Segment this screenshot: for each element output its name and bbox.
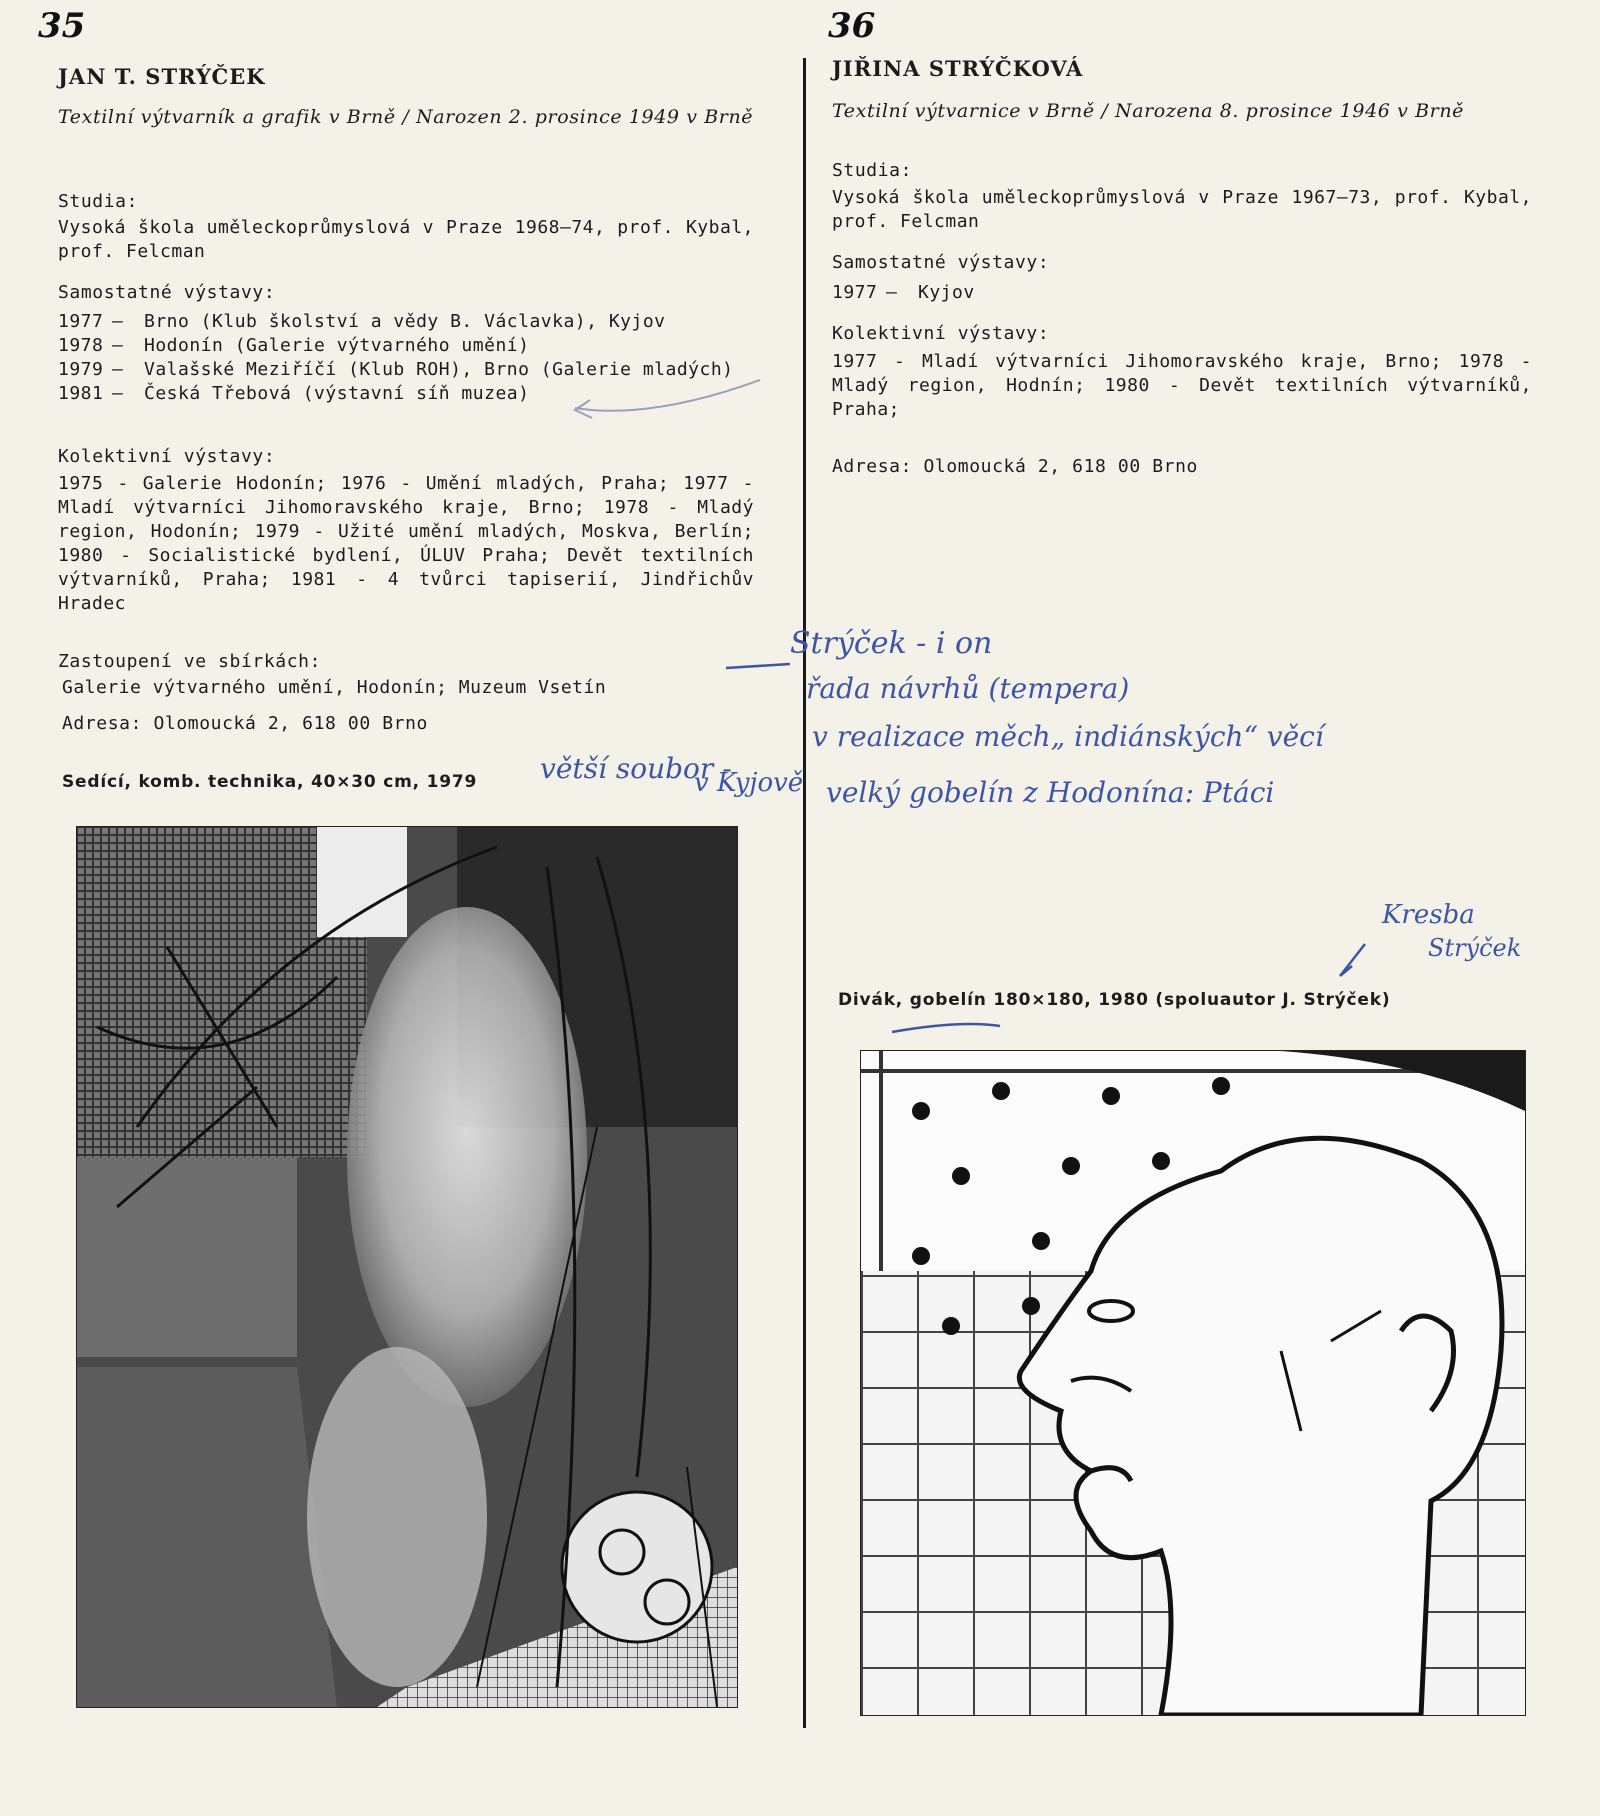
artwork-image-left <box>76 826 738 1708</box>
list-item: 1977 — Kyjov <box>832 282 975 303</box>
handwritten-note-1: Strýček - i on <box>790 626 993 661</box>
solo-list-left <box>58 310 754 406</box>
studies-label-right: Studia: <box>832 160 913 181</box>
collections-label-left: Zastoupení ve sbírkách: <box>58 651 322 672</box>
list-item: 1981 — Česká Třebová (výstavní síň muzea) <box>58 383 530 404</box>
column-divider <box>803 58 806 1728</box>
artist-subtitle-right: Textilní výtvarnice v Brně / Narozena 8. prosince 1946 v Brně <box>832 100 1465 122</box>
list-item: 1978 — Hodonín (Galerie výtvarného umění) <box>58 335 530 356</box>
studies-text-left: Vysoká škola uměleckoprůmyslová v Praze 1968—74, prof. Kybal, prof. Felcman <box>58 217 754 262</box>
solo-label-right: Samostatné výstavy: <box>832 252 1050 273</box>
studies-label-left: Studia: <box>58 191 139 212</box>
handwritten-note-4: velký gobelín z Hodonína: Ptáci <box>826 776 1275 809</box>
artwork-caption-left: Sedící, komb. technika, 40×30 cm, 1979 <box>62 772 478 792</box>
address-left: Adresa: Olomoucká 2, 618 00 Brno <box>62 713 428 734</box>
artwork-caption-right: Divák, gobelín 180×180, 1980 (spoluautor J. Strýček) <box>838 990 1391 1010</box>
list-item: 1979 — Valašské Meziříčí (Klub ROH), Brno (Galerie mladých) <box>58 359 734 380</box>
collective-text-left: 1975 - Galerie Hodonín; 1976 - Umění mladých, Praha; 1977 - Mladí výtvarníci Jihomoravského kraje, Brno; 1978 - Mladý region, Hodonín; 1979 - Užité umění mladých, Moskva, Berlín; 1980 - Socialistické bydlení, ÚLUV Praha; Devět textilních výtvarníků, Praha; 1981 - 4 tvůrci tapiserií, Jindřichův Hradec <box>58 473 754 614</box>
list-item: 1977 — Brno (Klub školství a vědy B. Václavka), Kyjov <box>58 311 666 332</box>
artist-name-left: JAN T. STRÝČEK <box>58 64 266 89</box>
solo-list-right <box>832 281 1532 305</box>
handwritten-note-left-2: v Kyjově <box>694 768 804 798</box>
collective-label-right: Kolektivní výstavy: <box>832 323 1050 344</box>
page-number-right: 36 <box>828 6 876 46</box>
address-right: Adresa: Olomoucká 2, 618 00 Brno <box>832 456 1198 477</box>
handwritten-note-2: řada návrhů (tempera) <box>806 672 1130 705</box>
handwritten-note-left-1: větší soubor - <box>540 752 732 785</box>
artwork-image-right <box>860 1050 1526 1716</box>
handwritten-note-right-2: Strýček <box>1428 934 1522 962</box>
collective-text-right: 1977 - Mladí výtvarníci Jihomoravského kraje, Brno; 1978 - Mladý region, Hodnín; 1980 - Devět textilních výtvarníků, Praha; <box>832 351 1532 420</box>
artist-subtitle-left: Textilní výtvarník a grafik v Brně / Narozen 2. prosince 1949 v Brně <box>58 106 754 128</box>
handwritten-note-3: v realizace měch„ indiánských“ věcí <box>812 720 1324 753</box>
collective-label-left: Kolektivní výstavy: <box>58 446 276 467</box>
handwritten-note-right-1: Kresba <box>1382 900 1475 930</box>
artist-name-right: JIŘINA STRÝČKOVÁ <box>832 56 1084 81</box>
page-number-left: 35 <box>38 6 86 46</box>
solo-label-left: Samostatné výstavy: <box>58 282 276 303</box>
collections-text-left: Galerie výtvarného umění, Hodonín; Muzeum Vsetín <box>62 677 607 698</box>
studies-text-right: Vysoká škola uměleckoprůmyslová v Praze 1967—73, prof. Kybal, prof. Felcman <box>832 187 1532 232</box>
